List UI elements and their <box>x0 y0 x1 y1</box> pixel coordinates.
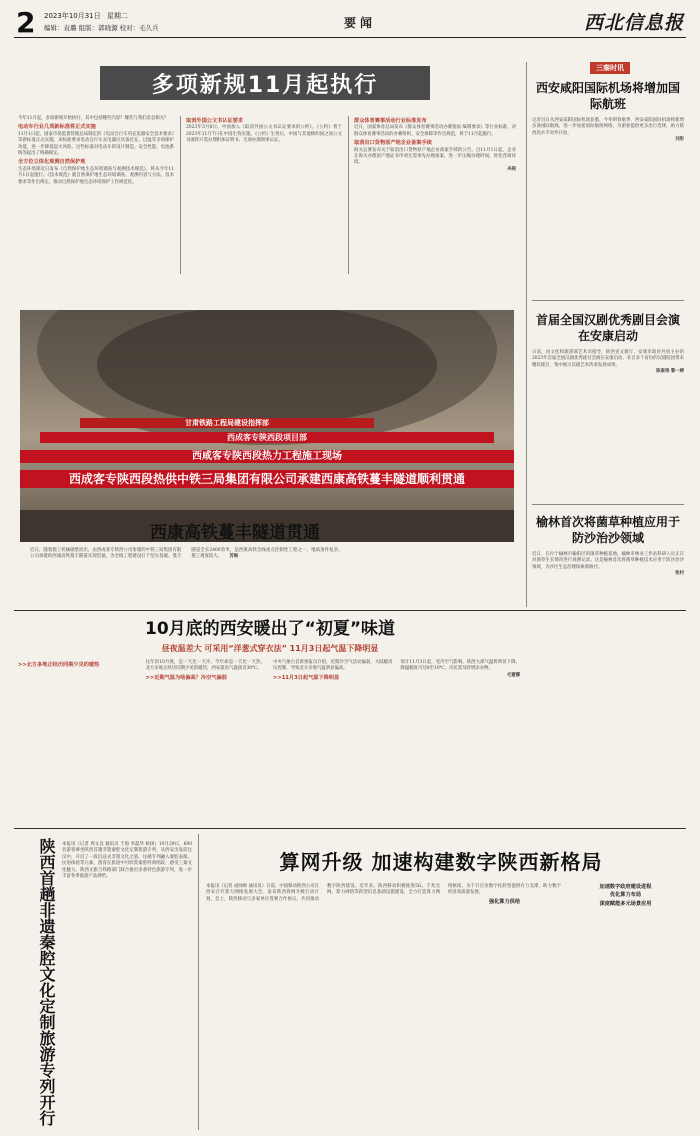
lead-sub-5: 取消出口货物原产地企业备案手续 <box>354 140 432 147</box>
date-text: 2023年10月31日 <box>44 12 101 20</box>
digital-columns <box>206 884 682 1124</box>
side-credit-3: 张村 <box>675 571 684 577</box>
digital-sub-2: 加速数字政府建设进程 <box>599 884 652 890</box>
side-credit-2: 陈泰涛 黎一婷 <box>656 369 684 375</box>
photo-banner-4: 西成客专陕西段热供中铁三局集团有限公司承建西康高铁蔓丰隧道顺利贯通 <box>20 470 514 488</box>
side-title-1: 西安咸阳国际机场将增加国际航班 <box>535 81 680 111</box>
tourism-title-block <box>14 838 56 1128</box>
side-text-2: 日前，由文化和旅游部艺术司指导，陕西省文旅厅、安康市政府共同主办的2023年首届全国汉剧优秀剧目会演在安康启动，来自多个省份的汉剧院团带来精彩剧目，集中展示汉剧艺术传承发展成果。 <box>532 350 684 368</box>
weekday-text: 星期二 <box>106 12 128 20</box>
side-text-1: 记者近日从西安咸阳国际机场获悉，今冬明春航季，西安咸阳国际机场将新增多条国际航线，进一步加密国际航班网络，为旅客提供更多出行选择，助力陕西高水平对外开放。 <box>532 118 684 136</box>
weather-sub-3: >>11月3日起气温下降明显 <box>273 674 340 681</box>
staff-credits: 编辑：袁璐 组版：郭晓源 校对：毛久兵 <box>44 24 159 32</box>
tunnel-photo <box>20 310 514 542</box>
weather-sub-2: >>近期气温为啥偏高？冷空气偏弱 <box>145 674 227 681</box>
photo-banner-2: 西成客专陕西段项目部 <box>40 432 494 443</box>
photo-text <box>30 548 504 561</box>
lead-sub-1: 电动车行业几项新标准将正式实施 <box>18 124 96 131</box>
photo-credit: 苏畅 <box>229 554 239 560</box>
digital-title: 算网升级 加速构建数字陕西新格局 <box>279 850 603 874</box>
photo-caption: 西康高铁蔓丰隧道贯通 <box>150 523 320 542</box>
lead-sub-3: 取消外国公文书认证要求 <box>186 118 244 124</box>
digital-sub-4: 深度赋能多元场景应用 <box>599 900 652 907</box>
weather-sub-1: >>北方多地正经历同期少见的暖热 <box>18 662 100 668</box>
lead-text-3: 2023年3月8日，中国加入《取消外国公文书认证要求的公约》。《公约》将于2023年11月7日在中国生效实施。《公约》生效后，中国与其他缔约国之间公文书流转只需办理附加证明书，无须办理领事认证。 <box>186 125 342 144</box>
side-title-2: 首届全国汉剧优秀剧目会演在安康启动 <box>535 313 680 343</box>
weather-credit: 毛蜜娜 <box>506 672 520 678</box>
photo-banner-1: 甘肃铁路工程局建设指挥部 <box>80 418 374 428</box>
page-header <box>14 8 686 38</box>
lead-banner <box>100 66 430 100</box>
masthead-logo: 西北信息报 <box>583 12 684 34</box>
weather-subtitle: 昼夜温差大 可采用“洋葱式穿衣法” 11月3日起气温下降明显 <box>161 644 379 653</box>
tourism-text: 本报讯（记者 周文良 通讯员 于海 李磊华 杨扬）10月29日，690名游客乘坐陕西首趟非遗秦腔文化定制旅游专列，从西安出发前往汉中，开启了一段沉浸式非遗文化之旅。这趟专列融入秦腔表演、民俗体验等元素，游客在旅途中可欣赏秦腔经典唱段，感受三秦文化魅力。陕西文旅与铁路部门联合推出多条特色旅游专列，进一步丰富冬季旅游产品供给。 <box>62 842 192 880</box>
weather-columns <box>18 660 520 822</box>
photo-banner-3: 西咸客专陕西段热力工程施工现场 <box>20 450 514 463</box>
digital-text: 本报讯（记者 成帅帅 通讯员）日前，中国移动陕西公司在西安召开算力网络发展大会，发布陕西算网升级行动计划。会上，陕西移动与多家单位签署合作协议，共同推动数字陕西建设。近年来，陕西移动积极推进5G、千兆光网、算力网络等新型信息基础设施建设，全力打造算力网络枢纽，为千行百业数字化转型提供有力支撑，助力数字经济高质量发展。 <box>206 884 561 902</box>
side-text-3: 近日，在位于榆林市榆阳区的菌草种植基地，榆林市林业工作站科研人员正在对菌草生长情况进行观测记录。这是榆林首次将菌草种植技术应用于防沙治沙领域，为沙区生态治理探索新路径。 <box>532 552 684 570</box>
side-title-3: 榆林首次将菌草种植应用于防沙治沙领域 <box>535 515 680 545</box>
weather-text-2: 中央气象台首席预报员介绍，近期冷空气活动偏弱，大陆暖高压控制，导致北方多地气温明显偏高。 <box>273 660 393 672</box>
lead-text-1: 11月1日起，国家市场监督管理总局制定的《电动自行车用充电器安全技术要求》等新标准正式实施。该标准要求电动自行车充电器应具备过充、过温等多项保护功能，进一步降低起火风险。这些标准对电动车的设计制造、安全性能、电池系统等提出了明确规定。 <box>18 131 174 157</box>
digital-sub-1: 强化算力供给 <box>488 898 521 905</box>
weather-text-1: 往年的10月底，是一天比一天冷，今年却是一天比一天热。北方多地正经历同期少见的暖热，西安最高气温接近30℃。 <box>145 660 265 672</box>
issue-date <box>44 11 128 21</box>
side-story-2 <box>532 312 684 376</box>
lead-col-2 <box>186 116 342 145</box>
weather-headline <box>40 618 500 654</box>
lead-sub-2: 全方位立体化观测自然保护地 <box>18 159 86 166</box>
side-story-1 <box>532 62 684 144</box>
lead-text-2: 生态环境部近日发布《自然保护地生态环境调查与观测技术规范》，将从今年11月1日起施行。《技术规范》就自然保护地生态环境调查、观测内容与方法、技术要求等作出规定，推动自然保护地生态环境保护工作规范化。 <box>18 166 174 185</box>
lead-source: 央视 <box>507 166 516 172</box>
side-story-3 <box>532 514 684 578</box>
section-label: 三秦时讯 <box>590 62 630 74</box>
lead-col-3 <box>354 116 516 173</box>
digital-sub-3: 优化算力布局 <box>609 892 642 899</box>
lead-title: 多项新规11月起执行 <box>151 72 379 98</box>
photo-body: 近日，随着施工机械破壁而出，由西成客专陕西公司参建的中铁三局集团有限公司承建的西康高铁蔓丰隧道实现贯通，为全线工程建设打下坚实基础。蔓丰隧道全长2400余米，是西康高铁全线重点控制性工程之一，地质条件复杂，施工难度较大。 <box>30 548 343 560</box>
lead-intro: 今年11月起，多项新规开始执行，其中包括哪些内容？哪些与我们息息相关？ <box>18 116 169 121</box>
lead-columns <box>18 116 518 276</box>
weather-text-3: 预计11月3日起，受冷空气影响，陕西大部气温将明显下降，降温幅度可达8至10℃，市民需及时增添衣物。 <box>400 660 520 672</box>
weather-title: 10月底的西安暖出了“初夏”味道 <box>144 619 395 639</box>
lead-sub-4: 群众体育赛事活动行业标准发布 <box>354 118 427 124</box>
section-title: 要闻 <box>344 16 377 30</box>
lead-text-4: 近日，国家体育总局发布《群众体育赛事活动办赛指南 编制要求》等行业标准，对群众体育赛事活动的办赛组织、安全保障等作出规范，将于11月起施行。 <box>354 125 516 137</box>
page-number: 2 <box>16 6 36 39</box>
lead-text-5: 海关总署发布关于取消出口货物原产地企业备案手续的公告，自11月1日起，企业在海关办理原产地证书申请无需事先办理备案，进一步压缩办理时间，优化营商环境。 <box>354 147 516 166</box>
lead-col-1 <box>18 116 174 186</box>
side-credit-1: 刘彤 <box>675 137 684 143</box>
tourism-title: 陕西首趟非遗秦腔文化定制旅游专列开行 <box>37 838 56 1126</box>
